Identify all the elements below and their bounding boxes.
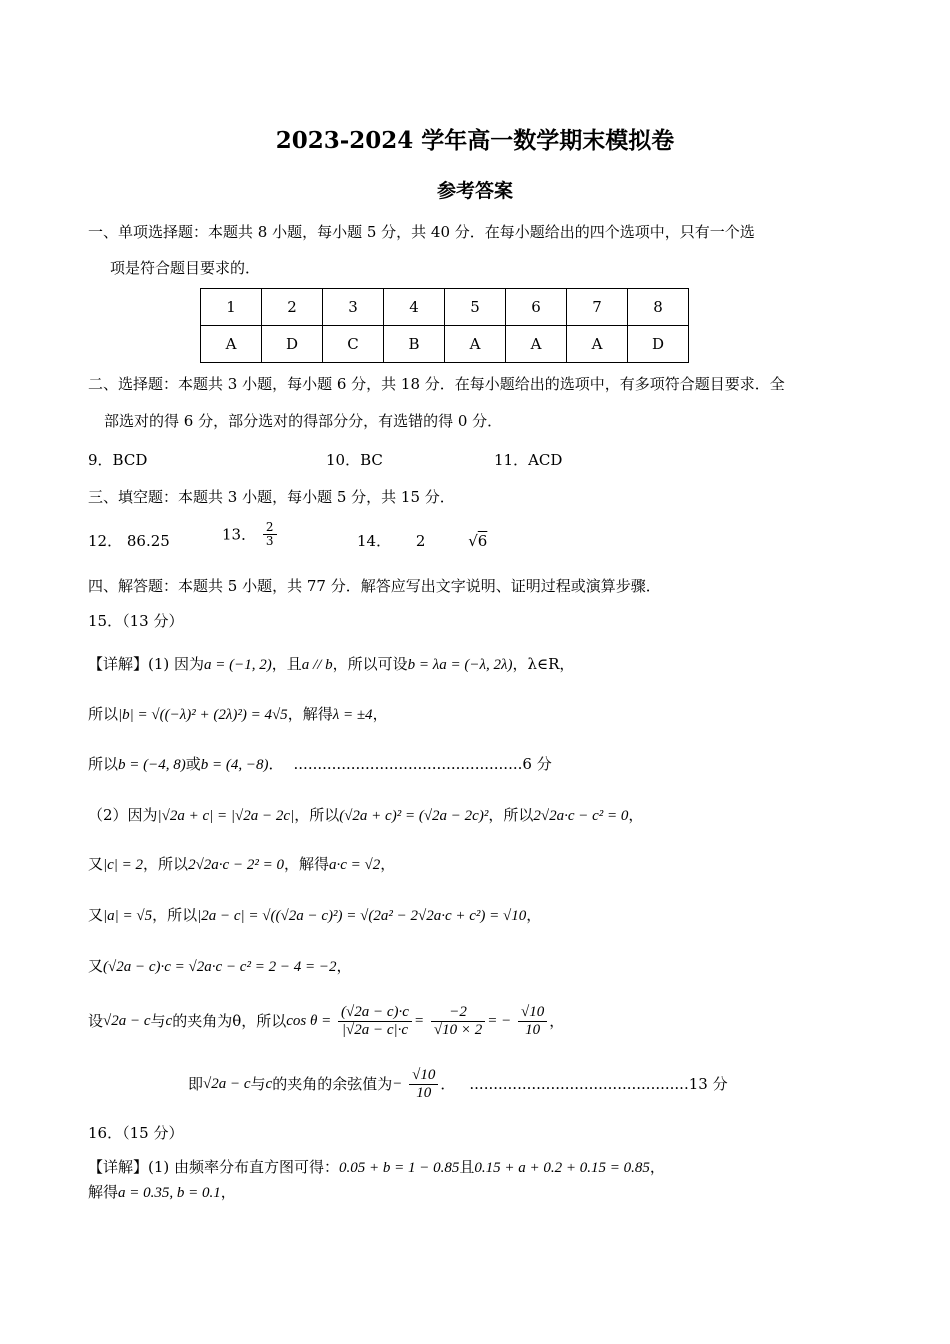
fraction — [338, 1004, 412, 1038]
text: ，所以 — [294, 806, 340, 824]
text: 与 — [150, 1012, 166, 1030]
formula: a = 0.35, b = 0.1 — [118, 1185, 221, 1201]
formula: b = λa = (−λ, 2λ) — [407, 657, 513, 673]
text: 的夹角的余弦值为 — [272, 1075, 393, 1093]
text: （2）因为 — [88, 806, 158, 824]
table-cell-answer: B — [384, 326, 445, 363]
formula: − — [392, 1076, 403, 1092]
table-cell-number: 4 — [384, 289, 445, 326]
text: 所以 — [88, 705, 119, 723]
formula: 2√2a·c − c² = 0 — [533, 808, 629, 824]
text: 【详解】(1) 因为 — [88, 655, 205, 673]
table-cell-answer: A — [201, 326, 262, 363]
answer-q10: 10．BC — [326, 451, 383, 469]
section1-heading-line2: 项是符合题目要求的． — [110, 259, 261, 277]
text: ， — [220, 1183, 236, 1201]
formula: |c| = 2 — [103, 857, 144, 873]
formula: |√2a + c| = |√2a − 2c| — [157, 808, 295, 824]
text: ， — [372, 705, 388, 723]
text: ， — [380, 855, 396, 873]
table-cell-number: 8 — [628, 289, 689, 326]
formula: = − — [487, 1013, 512, 1029]
score-note: ................................................6 分 — [293, 755, 552, 773]
text: 的夹角为θ，所以 — [172, 1012, 287, 1030]
q15-header: 15．（13 分） — [88, 612, 184, 630]
text: ，解得 — [283, 855, 329, 873]
text: 又 — [88, 906, 104, 924]
text: 【详解】(1) 由频率分布直方图可得： — [88, 1158, 340, 1176]
text: ， — [336, 957, 352, 975]
answer-table-answers-row — [201, 326, 689, 363]
q16-line1 — [88, 1157, 665, 1178]
fraction — [518, 1004, 547, 1038]
q15-line2 — [88, 704, 388, 725]
formula: 0.15 + a + 0.2 + 0.15 = 0.85 — [474, 1160, 650, 1176]
table-cell-answer: A — [506, 326, 567, 363]
answer-table — [200, 288, 689, 363]
q15-line9 — [188, 1067, 728, 1101]
radicand: 6 — [477, 532, 488, 550]
formula: a // b — [301, 657, 333, 673]
formula: (√2a − c)·c = √2a·c − c² = 2 − 4 = −2 — [103, 959, 337, 975]
fraction-numerator: √10 — [518, 1004, 547, 1022]
formula: c — [165, 1013, 173, 1029]
q15-line4 — [88, 805, 643, 826]
fraction — [431, 1004, 485, 1038]
text: 设 — [88, 1012, 104, 1030]
q16-line2 — [88, 1182, 236, 1203]
table-cell-number: 3 — [323, 289, 384, 326]
formula: λ = ±4 — [332, 707, 373, 723]
text: 又 — [88, 855, 104, 873]
answer-q13-label: 13． — [222, 525, 257, 544]
fraction-numerator: −2 — [431, 1004, 485, 1022]
answer-q9: 9．BCD — [88, 451, 148, 469]
table-cell-answer: D — [628, 326, 689, 363]
fraction-denominator: 10 — [416, 1084, 432, 1101]
score-note: ..............................................13 分 — [469, 1075, 728, 1093]
formula: (√2a + c)² = (√2a − 2c)² — [339, 808, 489, 824]
formula: √2a − c — [203, 1076, 251, 1092]
formula: a·c = √2 — [328, 857, 381, 873]
q15-line1 — [88, 654, 574, 675]
fraction-denominator: √10 × 2 — [433, 1021, 483, 1038]
formula: a = (−1, 2) — [204, 657, 272, 673]
table-cell-answer: D — [262, 326, 323, 363]
text: ， — [526, 906, 542, 924]
q15-line3 — [88, 754, 552, 775]
text: ，解得 — [287, 705, 333, 723]
formula: cos θ = — [286, 1013, 332, 1029]
text: ， — [628, 806, 644, 824]
text: ，所以 — [143, 855, 189, 873]
formula: c — [265, 1076, 273, 1092]
answer-table-numbers-row — [201, 289, 689, 326]
text: ． — [440, 1075, 456, 1093]
fraction — [263, 521, 277, 548]
formula: |a| = √5 — [103, 908, 153, 924]
text: 解得 — [88, 1183, 119, 1201]
section1-heading-line1: 一、单项选择题：本题共 8 小题，每小题 5 分，共 40 分．在每小题给出的四个选项中，只有一个选 — [88, 223, 755, 241]
text: ． — [268, 755, 284, 773]
text: 即 — [188, 1075, 204, 1093]
fraction — [409, 1067, 438, 1101]
q15-line6 — [88, 905, 541, 926]
formula: |2a − c| = √((√2a − c)²) = √(2a² − 2√2a·c + c²) = √10 — [197, 908, 527, 924]
fraction-numerator: √10 — [409, 1067, 438, 1085]
formula: 0.05 + b = 1 − 0.85 — [339, 1160, 460, 1176]
text: ，所以 — [488, 806, 534, 824]
section2-heading-line1: 二、选择题：本题共 3 小题，每小题 6 分，共 18 分．在每小题给出的选项中，有多项符合题目要求．全 — [88, 375, 785, 393]
q15-line5 — [88, 854, 395, 875]
table-cell-number: 1 — [201, 289, 262, 326]
page-subtitle: 参考答案 — [436, 180, 513, 202]
answer-q11: 11．ACD — [494, 451, 563, 469]
table-cell-number: 2 — [262, 289, 323, 326]
text: ， — [649, 1158, 665, 1176]
text: 且 — [459, 1158, 475, 1176]
formula: b = (4, −8) — [200, 757, 269, 773]
table-cell-number: 7 — [567, 289, 628, 326]
answer-q14-first: 2 — [415, 532, 426, 550]
fraction-denominator: |√2a − c|·c — [341, 1021, 409, 1038]
answer-q14 — [357, 531, 487, 551]
section2-heading-line2: 部选对的得 6 分，部分选对的得部分分，有选错的得 0 分． — [104, 412, 503, 430]
answer-q14-label: 14． — [357, 532, 392, 550]
formula: √2a − c — [103, 1013, 151, 1029]
fraction-denominator: 10 — [525, 1021, 541, 1038]
text: ，所以 — [152, 906, 198, 924]
q15-line8 — [88, 1004, 564, 1038]
table-cell-answer: A — [445, 326, 506, 363]
text: 所以 — [88, 755, 119, 773]
formula: |b| = √((−λ)² + (2λ)²) = 4√5 — [118, 707, 288, 723]
table-cell-answer: A — [567, 326, 628, 363]
formula: = — [413, 1013, 425, 1029]
text: ，所以可设 — [332, 655, 408, 673]
table-cell-number: 5 — [445, 289, 506, 326]
fraction-numerator: 2 — [263, 521, 277, 535]
answer-q13 — [222, 521, 279, 548]
text: ， — [549, 1012, 565, 1030]
section4-heading: 四、解答题：本题共 5 小题，共 77 分．解答应写出文字说明、证明过程或演算步骤． — [88, 577, 661, 595]
q15-line7 — [88, 956, 351, 977]
fraction-denominator: 3 — [265, 534, 274, 549]
text: 或 — [185, 755, 201, 773]
text: 又 — [88, 957, 104, 975]
q16-header: 16．（15 分） — [88, 1124, 184, 1142]
answer-q12: 12． 86.25 — [88, 532, 170, 550]
text: ，λ∈R， — [512, 655, 575, 673]
fraction-numerator: (√2a − c)·c — [338, 1004, 412, 1022]
section3-heading: 三、填空题：本题共 3 小题，每小题 5 分，共 15 分． — [88, 488, 455, 506]
table-cell-number: 6 — [506, 289, 567, 326]
text: ，且 — [271, 655, 302, 673]
answer-q14-second: √6 — [468, 532, 488, 550]
formula: 2√2a·c − 2² = 0 — [188, 857, 284, 873]
formula: b = (−4, 8) — [118, 757, 186, 773]
page-title: 2023-2024 学年高一数学期末模拟卷 — [275, 127, 675, 154]
table-cell-answer: C — [323, 326, 384, 363]
text: 与 — [250, 1075, 266, 1093]
